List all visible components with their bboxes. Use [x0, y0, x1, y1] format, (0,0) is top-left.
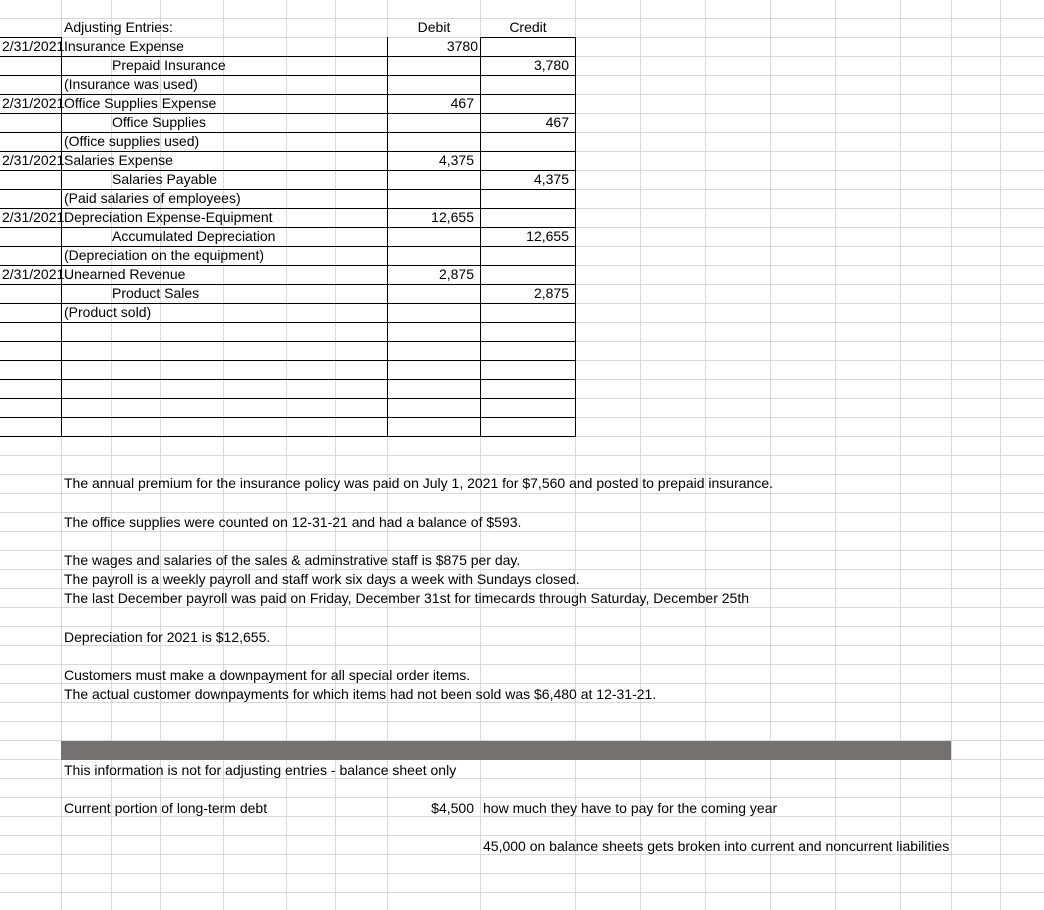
debit-amount[interactable]: 3780: [446, 38, 478, 54]
column-gridline: [900, 0, 901, 910]
credit-account[interactable]: Office Supplies: [112, 114, 206, 130]
entry-memo[interactable]: (Depreciation on the equipment): [64, 247, 265, 263]
table-border: [0, 417, 576, 418]
entry-memo[interactable]: (Paid salaries of employees): [64, 190, 241, 206]
entry-date[interactable]: 2/31/2021: [2, 95, 65, 111]
table-border: [481, 37, 576, 38]
column-gridline: [835, 0, 836, 910]
column-gridline: [705, 0, 706, 910]
note-downpayment-policy[interactable]: Customers must make a downpayment for all special order items.: [64, 667, 471, 683]
balance-sheet-heading[interactable]: This information is not for adjusting entries - balance sheet only: [64, 762, 457, 778]
column-gridline: [951, 0, 952, 910]
column-gridline: [770, 0, 771, 910]
row-gridline: [0, 892, 1044, 893]
table-border: [0, 398, 576, 399]
note-supplies[interactable]: The office supplies were counted on 12-31-21 and had a balance of $593.: [64, 514, 522, 530]
debit-amount[interactable]: 12,655: [431, 209, 474, 225]
debit-amount[interactable]: 467: [450, 95, 474, 111]
separator-bar: [61, 741, 951, 760]
credit-account[interactable]: Product Sales: [112, 285, 200, 301]
entry-date[interactable]: 2/31/2021: [2, 152, 65, 168]
entry-date[interactable]: 2/31/2021: [2, 209, 65, 225]
table-border: [575, 37, 576, 437]
column-gridline: [1000, 0, 1001, 910]
note-insurance[interactable]: The annual premium for the insurance policy was paid on July 1, 2021 for $7,560 and posted to prepaid insurance.: [64, 475, 773, 491]
entry-memo[interactable]: (Product sold): [64, 304, 152, 320]
row-gridline: [0, 493, 1044, 494]
current-debt-label[interactable]: Current portion of long-term debt: [64, 800, 268, 816]
entry-date[interactable]: 2/31/2021: [2, 266, 65, 282]
debit-account[interactable]: Unearned Revenue: [64, 266, 186, 282]
note-depreciation[interactable]: Depreciation for 2021 is $12,655.: [64, 629, 271, 645]
table-border: [0, 379, 576, 380]
credit-header: Credit: [509, 19, 547, 35]
credit-account[interactable]: Prepaid Insurance: [112, 57, 226, 73]
row-gridline: [0, 626, 1044, 627]
note-payroll-schedule[interactable]: The payroll is a weekly payroll and staff work six days a week with Sundays closed.: [64, 571, 580, 587]
entry-memo[interactable]: (Office supplies used): [64, 133, 200, 149]
debit-amount[interactable]: 4,375: [438, 152, 474, 168]
row-gridline: [0, 455, 1044, 456]
credit-amount[interactable]: 4,375: [533, 171, 569, 187]
column-gridline: [640, 0, 641, 910]
debit-account[interactable]: Depreciation Expense-Equipment: [64, 209, 273, 225]
entry-memo[interactable]: (Insurance was used): [64, 76, 198, 92]
row-gridline: [0, 835, 1044, 836]
debit-account[interactable]: Insurance Expense: [64, 38, 184, 54]
credit-account[interactable]: Accumulated Depreciation: [112, 228, 276, 244]
note-wages-rate[interactable]: The wages and salaries of the sales & adminstrative staff is $875 per day.: [64, 552, 521, 568]
credit-amount[interactable]: 3,780: [533, 57, 569, 73]
row-gridline: [0, 664, 1044, 665]
table-border: [0, 341, 576, 342]
row-gridline: [0, 797, 1044, 798]
credit-amount[interactable]: 2,875: [533, 285, 569, 301]
long-term-debt-comment[interactable]: 45,000 on balance sheets gets broken into current and noncurrent liabilities: [483, 838, 950, 854]
credit-account[interactable]: Salaries Payable: [112, 171, 218, 187]
current-debt-amount[interactable]: $4,500: [431, 800, 474, 816]
debit-amount[interactable]: 2,875: [438, 266, 474, 282]
current-debt-comment[interactable]: how much they have to pay for the coming year: [483, 800, 778, 816]
table-border: [0, 322, 576, 323]
table-border: [0, 360, 576, 361]
debit-header: Debit: [417, 19, 451, 35]
note-last-payroll[interactable]: The last December payroll was paid on Friday, December 31st for timecards through Saturday, December 25th: [64, 590, 750, 606]
table-border: [0, 436, 576, 437]
debit-account[interactable]: Salaries Expense: [64, 152, 173, 168]
entry-date[interactable]: 2/31/2021: [2, 38, 65, 54]
row-gridline: [0, 721, 1044, 722]
credit-amount[interactable]: 12,655: [526, 228, 569, 244]
credit-amount[interactable]: 467: [545, 114, 569, 130]
journal-title: Adjusting Entries:: [64, 19, 173, 35]
row-gridline: [0, 873, 1044, 874]
note-downpayment-amount[interactable]: The actual customer downpayments for which items had not been sold was $6,480 at 12-31-21.: [64, 686, 657, 702]
debit-account[interactable]: Office Supplies Expense: [64, 95, 217, 111]
